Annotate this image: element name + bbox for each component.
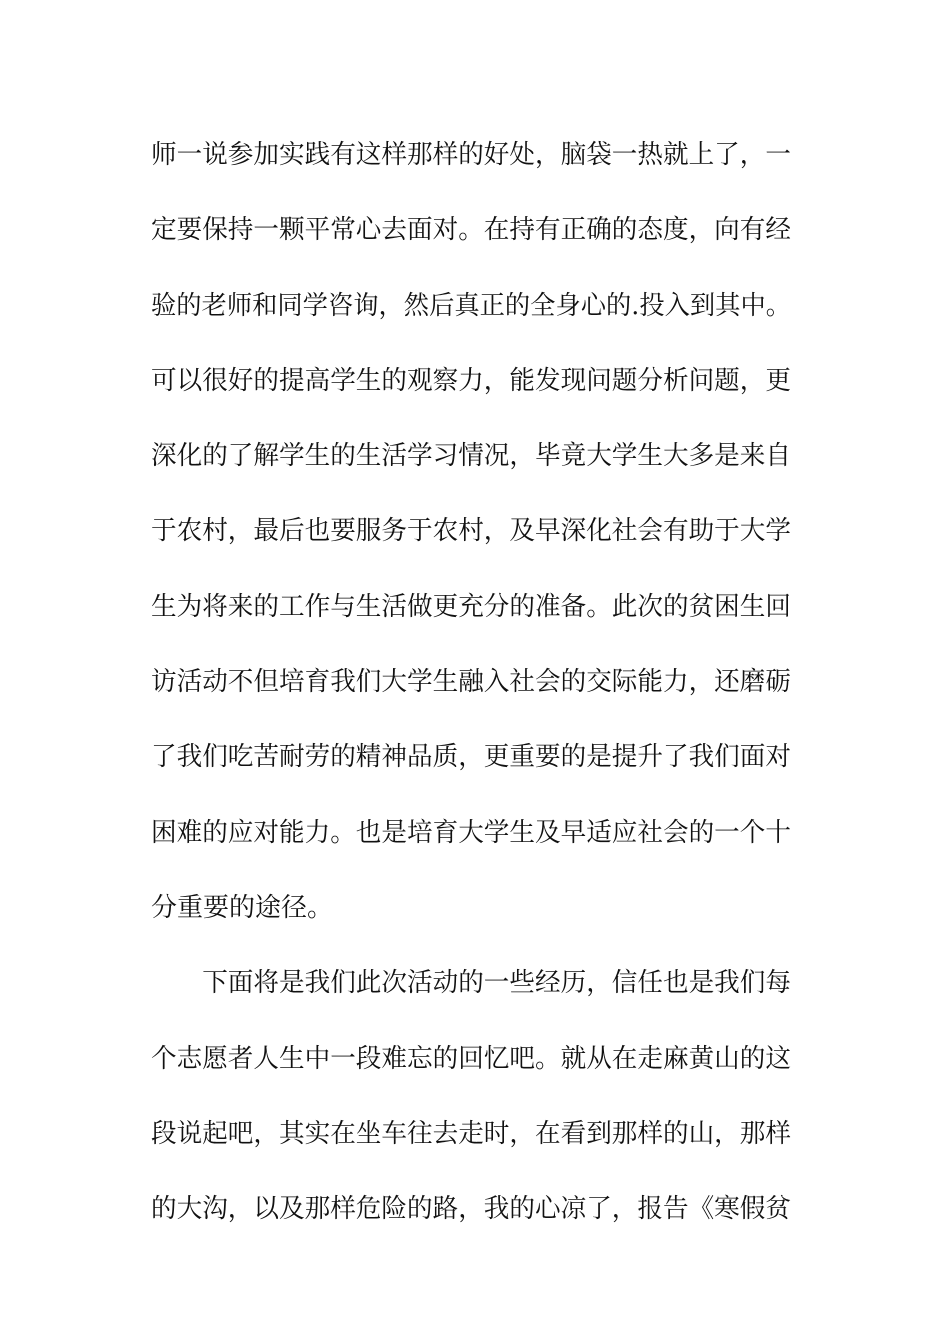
text-line (151, 883, 791, 958)
text-line-content: 师一说参加实践有这样那样的好处，脑袋一热就上了，一 (151, 140, 791, 170)
text-line-content: 于农村，最后也要服务于农村，及早深化社会有助于大学 (151, 516, 791, 547)
text-line-content: 个志愿者人生中一段难忘的回忆吧。就从在走麻黄山的这 (151, 1043, 791, 1074)
text-line (151, 506, 791, 581)
text-line (151, 958, 791, 1033)
text-line (151, 205, 791, 280)
text-line (151, 1034, 791, 1109)
text-line (151, 281, 791, 356)
text-line-content: 下面将是我们此次活动的一些经历，信任也是我们每 (151, 968, 791, 999)
text-line-content: 困难的应对能力。也是培育大学生及早适应社会的一个十 (151, 817, 791, 848)
text-line (151, 808, 791, 883)
text-line (151, 431, 791, 506)
text-line (151, 1184, 791, 1259)
text-line (151, 732, 791, 807)
text-line-content: 定要保持一颗平常心去面对。在持有正确的态度，向有经 (151, 215, 791, 246)
text-line-content: 访活动不但培育我们大学生融入社会的交际能力，还磨砺 (151, 667, 791, 698)
text-line-content: 的大沟，以及那样危险的路，我的心凉了，报告《寒假贫 (151, 1194, 791, 1225)
text-line (151, 657, 791, 732)
text-line-content: 生为将来的工作与生活做更充分的准备。此次的贫困生回 (151, 591, 791, 622)
text-line-content: 深化的了解学生的生活学习情况，毕竟大学生大多是来自 (151, 441, 791, 472)
text-line-content: 分重要的途径。 (151, 892, 334, 923)
text-line (151, 582, 791, 657)
text-line-content: 可以很好的提高学生的观察力，能发现问题分析问题，更 (151, 365, 791, 396)
text-line (151, 130, 791, 205)
text-line-content: 验的老师和同学咨询，然后真正的全身心的.投入到其中。 (151, 290, 791, 321)
body-text (151, 130, 791, 1259)
text-line (151, 1109, 791, 1184)
text-line-content: 了我们吃苦耐劳的精神品质，更重要的是提升了我们面对 (151, 742, 791, 773)
text-line (151, 356, 791, 431)
text-line-content: 段说起吧，其实在坐车往去走时，在看到那样的山，那样 (151, 1118, 791, 1149)
